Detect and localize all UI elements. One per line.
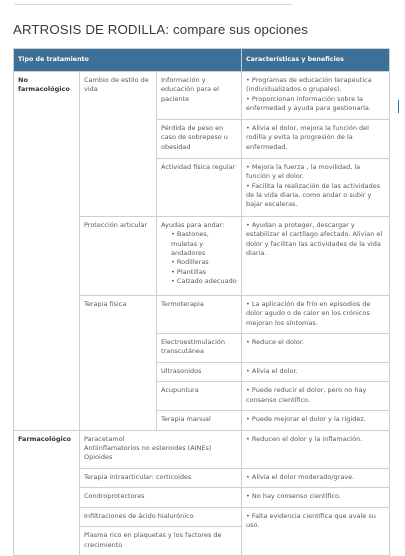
benefit-item: • Ayudan a proteger, descargar y estabilizar el cartílago afectado. Alivian el dolor y facilitan las actividades de la vida diaria.	[246, 221, 385, 259]
treatment-comparison-table	[13, 48, 390, 556]
treatment-perdida-peso: Pérdida de peso en caso de sobrepeso u obesidad	[157, 119, 242, 158]
benefit-item: • Mejora la fuerza , la movilidad, la función y el dolor.	[246, 163, 385, 182]
benefit-actividad	[242, 158, 390, 216]
treatment-line: Antiinflamatorios no esteroides (AINEs)	[84, 444, 212, 453]
benefit-item: • Programas de educación terapéutica (individualizados o grupales).	[246, 76, 385, 95]
page-title: ARTROSIS DE RODILLA: compare sus opciones	[13, 22, 309, 37]
benefit-item: • Reducen el dolor y la inflamación.	[246, 435, 385, 444]
ayudas-list	[161, 230, 237, 287]
benefit-hialuronico	[242, 507, 390, 555]
header-tipo: Tipo de tratamiento	[14, 49, 242, 72]
benefit-item: • Reduce el dolor.	[246, 338, 385, 347]
benefit-ayudas	[242, 216, 390, 295]
category-no-farmacologico: No farmacológico	[14, 72, 80, 431]
benefit-item: • La aplicación de frío en episodios de dolor agudo o de calor en los crónicos mejoran los síntomas.	[246, 300, 385, 328]
sub-proteccion: Protección articular	[80, 216, 157, 295]
benefit-item: • Alivia el dolor.	[246, 367, 385, 376]
table-header-row	[14, 49, 390, 72]
treatment-informacion: Información y educación para el paciente	[157, 72, 242, 120]
benefit-item: • Falta evidencia científica que avale su uso.	[246, 512, 385, 531]
treatment-terapia-manual: Terapia manual	[157, 411, 242, 430]
treatment-line: Opioides	[84, 453, 113, 462]
benefit-item: • No hay consenso científico.	[246, 492, 385, 501]
treatment-line: Paracetamol	[84, 434, 125, 443]
table-row	[14, 72, 390, 120]
list-item: • Rodilleras	[171, 258, 237, 267]
benefit-condroprotectores	[242, 488, 390, 507]
treatment-hialuronico: Infiltraciones de ácido hialurónico	[80, 507, 242, 526]
treatment-ayudas	[157, 216, 242, 295]
benefit-informacion	[242, 72, 390, 120]
benefit-item: • Alivia el dolor, mejora la función del rodilla y evita la progresión de la enfermedad.	[246, 124, 385, 152]
benefit-intraarticular	[242, 468, 390, 487]
benefit-ultrasonidos	[242, 362, 390, 381]
benefit-item: • Facilita la realización de las actividades de la vida diaria, como andar o subir y bajar escaleras.	[246, 182, 385, 210]
header-caracteristicas: Características y beneficios	[242, 49, 390, 72]
table-row	[14, 430, 390, 468]
list-item: • Calzado adecuado	[171, 277, 237, 286]
category-farmacologico: Farmacológico	[14, 430, 80, 555]
treatment-actividad: Actividad física regular	[157, 158, 242, 216]
benefit-item: • Puede reducir el dolor, pero no hay consenso científico.	[246, 386, 385, 405]
treatment-electro: Electroestimulación transcutánea	[157, 333, 242, 362]
treatment-paracetamol	[80, 430, 242, 468]
treatment-condroprotectores: Condroprotectores	[80, 488, 242, 507]
benefit-item: • Proporcionan información sobre la enfermedad y ayuda para gestionarla.	[246, 95, 385, 114]
treatment-plasma: Plasma rico en plaquetas y los factores de crecimiento	[80, 527, 242, 556]
list-item: • Bastones, muletas y andadores	[171, 230, 237, 258]
benefit-item: • Alivia el dolor moderado/grave.	[246, 473, 385, 482]
treatment-ultrasonidos: Ultrasonidos	[157, 362, 242, 381]
list-item: • Plantillas	[171, 268, 237, 277]
sub-terapia-fisica: Terapia física	[80, 295, 157, 430]
previous-section-edge	[14, 0, 292, 5]
treatment-intraarticular: Terapia intraarticular: corticoides	[80, 468, 242, 487]
benefit-paracetamol	[242, 430, 390, 468]
benefit-item: • Puede mejorar el dolor y la rigidez.	[246, 415, 385, 424]
benefit-electro	[242, 333, 390, 362]
benefit-termoterapia	[242, 295, 390, 333]
scroll-edge-marker	[398, 100, 399, 113]
treatment-termoterapia: Termoterapia	[157, 295, 242, 333]
treatment-acupuntura: Acupuntura	[157, 382, 242, 411]
sub-estilo-vida: Cambio de estilo de vida	[80, 72, 157, 217]
ayudas-label: Ayudas para andar:	[161, 220, 225, 229]
benefit-terapia-manual	[242, 411, 390, 430]
benefit-acupuntura	[242, 382, 390, 411]
benefit-perdida-peso	[242, 119, 390, 158]
